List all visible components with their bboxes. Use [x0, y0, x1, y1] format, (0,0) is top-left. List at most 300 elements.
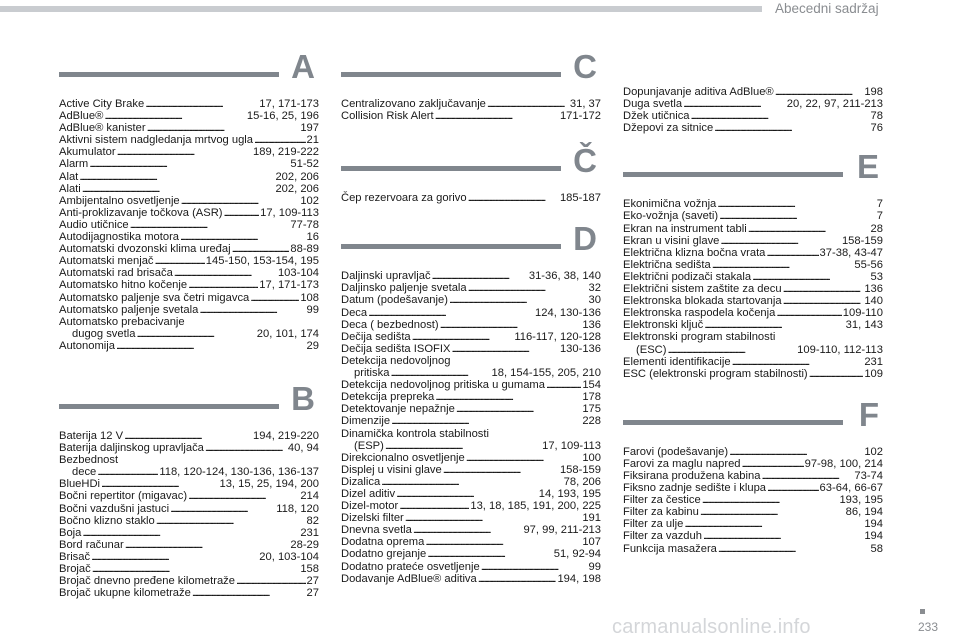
entry-term: Automatsko paljenje svetala: [59, 303, 199, 316]
index-section: [341, 48, 601, 123]
section-rule: [59, 72, 279, 77]
index-entry: [623, 518, 883, 530]
index-entry: [59, 243, 319, 255]
index-entry: Detekcija nedovoljnog: [341, 354, 451, 367]
entry-term: Električni sistem zaštite za decu: [623, 283, 782, 296]
entry-pages: 102: [864, 445, 883, 458]
dot-leader: [478, 573, 557, 585]
entry-term: (ESP): [354, 439, 384, 452]
dot-leader: [440, 319, 582, 331]
entry-pages: 97, 99, 211-213: [523, 524, 601, 537]
dot-leader: [89, 158, 289, 170]
index-entry: [59, 515, 319, 527]
index-section: [623, 148, 883, 380]
index-entry: Bezbednost: [59, 454, 119, 467]
index-entry: [623, 223, 883, 235]
index-section: [59, 48, 319, 352]
dot-leader: [432, 270, 528, 282]
entry-pages: 154: [582, 379, 601, 392]
index-entry: [623, 198, 883, 210]
dot-leader: [147, 122, 300, 134]
entry-term: Active City Brake: [59, 98, 145, 110]
entry-pages: 194, 198: [557, 572, 601, 585]
index-entry: [59, 255, 319, 267]
dot-leader: [224, 207, 260, 219]
dot-leader: [368, 307, 534, 319]
entry-term: Baterija daljinskog upravljača: [59, 442, 204, 455]
entry-term: Džek utičnica: [623, 110, 690, 123]
entry-term: (ESC): [636, 343, 667, 356]
entry-pages: 116-117, 120-128: [514, 330, 601, 343]
entry-pages: 130-136: [559, 342, 601, 355]
dot-leader: [232, 243, 290, 255]
index-entry: [623, 356, 883, 368]
entry-term: Ekran na instrument tabli: [623, 222, 747, 235]
entry-pages: 58: [870, 542, 883, 555]
section-header: [59, 379, 319, 424]
index-entry: [341, 512, 601, 524]
section-header: [59, 48, 319, 92]
entry-term: Elementi identifikacije: [623, 355, 731, 368]
entry-pages: 171-172: [559, 110, 601, 123]
index-entry: [623, 247, 883, 259]
dot-leader: [390, 367, 490, 379]
entry-term: Boja: [59, 526, 82, 539]
entry-pages: 108: [300, 291, 319, 304]
dot-leader: [481, 561, 588, 573]
index-entry: [623, 494, 883, 506]
dot-leader: [466, 452, 582, 464]
index-entry: [59, 430, 319, 442]
index-entry: [59, 587, 319, 599]
entry-pages: 32: [588, 282, 601, 295]
index-entry: [341, 98, 601, 110]
dot-leader: [425, 536, 581, 548]
index-section: [623, 86, 883, 134]
index-section: [341, 142, 601, 205]
index-entry: Dinamička kontrola stabilnosti: [341, 427, 489, 440]
entry-term: Elektronski ključ: [623, 319, 704, 332]
entry-pages: 17, 109-113: [542, 439, 601, 452]
dot-leader: [761, 470, 853, 482]
index-entry: [59, 466, 319, 478]
entry-term: Filter za čestice: [623, 494, 701, 507]
dot-leader: [809, 368, 864, 380]
dot-leader: [101, 478, 218, 490]
entry-list: [623, 86, 883, 134]
section-letter: F: [858, 395, 879, 433]
index-entry: [59, 503, 319, 515]
index-entry: Elektronski program stabilnosti: [623, 331, 776, 344]
entry-pages: 194, 219-220: [253, 429, 319, 442]
index-entry: [59, 158, 319, 170]
entry-pages: 178: [582, 391, 601, 404]
entry-pages: 78, 206: [563, 475, 601, 488]
entry-term: Direkcionalno osvetljenje: [341, 451, 465, 464]
dot-leader: [443, 464, 559, 476]
entry-pages: 51-52: [290, 158, 319, 171]
entry-list: [59, 98, 319, 352]
index-entry: [341, 319, 601, 331]
entry-term: Dodatno grejanje: [341, 548, 427, 561]
entry-pages: 31-36, 38, 140: [528, 270, 601, 283]
index-entry: [623, 344, 883, 356]
index-entry: [341, 282, 601, 294]
entry-term: Dizalica: [341, 475, 381, 488]
entry-pages: 28-29: [290, 538, 319, 551]
entry-term: Bočni repertitor (migavac): [59, 490, 188, 503]
entry-pages: 189, 219-222: [253, 146, 319, 159]
dot-leader: [712, 259, 854, 271]
entry-pages: 109: [864, 367, 883, 380]
section-letter: D: [573, 220, 597, 258]
entry-term: Deca ( bezbednost): [341, 318, 439, 331]
entry-term: Brojač: [59, 563, 91, 575]
entry-term: AdBlue® kanister: [59, 122, 146, 135]
dot-leader: [413, 524, 523, 536]
entry-pages: 88-89: [290, 243, 319, 256]
index-column-3: [623, 86, 883, 565]
entry-term: Dečija sedišta: [341, 330, 411, 343]
dot-leader: [775, 86, 864, 98]
entry-term: Brojač dnevno pređene kilometraže: [59, 575, 235, 588]
entry-term: Baterija 12 V: [59, 429, 124, 442]
entry-pages: 231: [300, 526, 319, 539]
entry-term: Bočni vazdušni jastuci: [59, 502, 170, 515]
header-bar: [0, 6, 762, 12]
entry-term: Collision Risk Alert: [341, 110, 434, 123]
entry-term: Filter za ulje: [623, 518, 684, 531]
entry-term: Detekcija nedovoljnog pritiska u gumama: [341, 379, 545, 392]
entry-term: Daljinski upravljač: [341, 270, 431, 283]
entry-term: dece: [72, 466, 97, 479]
index-section: [341, 220, 601, 585]
index-entry: [341, 379, 601, 391]
entry-list: [623, 198, 883, 379]
entry-term: Dopunjavanje aditiva AdBlue®: [623, 86, 774, 98]
entry-pages: 63-64, 66-67: [819, 482, 883, 495]
dot-leader: [451, 343, 559, 355]
section-letter: B: [291, 379, 315, 417]
index-entry: [623, 458, 883, 470]
index-entry: [59, 563, 319, 575]
entry-pages: 194: [864, 518, 883, 531]
index-section: [623, 395, 883, 555]
index-entry: [341, 476, 601, 488]
index-entry: [341, 367, 601, 379]
index-entry: [59, 551, 319, 563]
dot-leader: [399, 500, 469, 512]
entry-term: Ambijentalno osvetljenje: [59, 194, 180, 207]
index-entry: [623, 368, 883, 380]
entry-list: [341, 270, 601, 584]
entry-term: Centralizovano zaključavanje: [341, 98, 486, 110]
index-entry: [623, 210, 883, 222]
entry-term: Detektovanje nepažnje: [341, 403, 455, 416]
entry-term: Detekcija prepreka: [341, 391, 435, 404]
entry-pages: 55-56: [854, 258, 883, 271]
entry-pages: 99: [306, 303, 319, 316]
dot-leader: [702, 494, 839, 506]
entry-term: Farovi za maglu napred: [623, 457, 741, 470]
entry-pages: 158-159: [841, 234, 883, 247]
entry-pages: 191: [582, 512, 601, 525]
dot-leader: [180, 231, 306, 243]
entry-term: Fiksno zadnje sedište i klupa: [623, 482, 767, 495]
index-entry: [59, 231, 319, 243]
entry-term: Dnevna svetla: [341, 524, 412, 537]
entry-pages: 99: [588, 560, 601, 573]
entry-term: Brojač ukupne kilometraže: [59, 587, 191, 600]
index-entry: [59, 292, 319, 304]
index-entry: [341, 391, 601, 403]
index-entry: [341, 307, 601, 319]
entry-pages: 51, 92-94: [553, 548, 601, 561]
dot-leader: [181, 195, 300, 207]
index-entry: [623, 319, 883, 331]
section-rule: [59, 404, 279, 409]
entry-pages: 214: [300, 490, 319, 503]
dot-leader: [468, 282, 588, 294]
entry-list: [623, 446, 883, 555]
index-entry: [623, 506, 883, 518]
entry-pages: 40, 94: [287, 442, 319, 455]
index-entry: [623, 259, 883, 271]
index-entry: [623, 122, 883, 134]
entry-term: Akumulator: [59, 146, 116, 159]
entry-pages: 231: [864, 355, 883, 368]
dot-leader: [684, 518, 863, 530]
index-entry: [59, 539, 319, 551]
entry-pages: 17, 171-173: [259, 98, 319, 110]
entry-term: Duga svetla: [623, 98, 683, 111]
dot-leader: [104, 110, 246, 122]
index-entry: [623, 530, 883, 542]
entry-term: Datum (podešavanje): [341, 294, 448, 307]
entry-term: Automatski dvozonski klima uređaj: [59, 243, 231, 256]
index-entry: [59, 340, 319, 352]
entry-pages: 107: [582, 536, 601, 549]
entry-term: Deca: [341, 306, 368, 319]
index-entry: [59, 267, 319, 279]
entry-pages: 102: [300, 194, 319, 207]
entry-pages: 27: [306, 575, 319, 588]
entry-pages: 103-104: [277, 267, 319, 280]
entry-pages: 27: [306, 587, 319, 600]
entry-term: Čep rezervoara za gorivo: [341, 192, 467, 205]
index-entry: [623, 307, 883, 319]
index-entry: [341, 192, 601, 204]
index-entry: [59, 478, 319, 490]
footer-dot: [920, 609, 925, 614]
dot-leader: [700, 506, 845, 518]
index-entry: [341, 464, 601, 476]
entry-pages: 13, 15, 25, 194, 200: [219, 478, 319, 491]
dot-leader: [456, 403, 582, 415]
entry-pages: 30: [588, 294, 601, 307]
section-letter: Č: [573, 142, 597, 180]
dot-leader: [405, 512, 582, 524]
index-entry: [341, 343, 601, 355]
entry-term: Dizelski filter: [341, 512, 404, 525]
entry-term: Aktivni sistem nadgledanja mrtvog ugla: [59, 134, 254, 147]
entry-pages: 175: [582, 403, 601, 416]
entry-term: Autonomija: [59, 339, 115, 352]
dot-leader: [188, 279, 258, 291]
index-entry: [623, 283, 883, 295]
section-header: [341, 48, 601, 92]
index-entry: [341, 561, 601, 573]
section-header: [623, 148, 883, 192]
entry-term: AdBlue®: [59, 110, 104, 123]
entry-term: pritiska: [354, 367, 390, 380]
index-entry: [623, 470, 883, 482]
index-entry: Automatsko prebacivanje: [59, 315, 185, 328]
dot-leader: [767, 482, 819, 494]
dot-leader: [449, 294, 588, 306]
index-entry: [59, 527, 319, 539]
entry-term: Alat: [59, 170, 79, 183]
index-entry: [59, 171, 319, 183]
index-entry: [59, 195, 319, 207]
entry-pages: 197: [300, 122, 319, 135]
index-entry: [341, 415, 601, 427]
index-entry: [341, 294, 601, 306]
entry-term: Alati: [59, 182, 81, 195]
entry-term: Električna sedišta: [623, 258, 711, 271]
entry-pages: 73-74: [854, 469, 883, 482]
index-entry: [623, 86, 883, 98]
dot-leader: [199, 304, 305, 316]
section-letter: C: [573, 48, 597, 85]
dot-leader: [155, 255, 205, 267]
index-entry: [623, 235, 883, 247]
dot-leader: [125, 539, 290, 551]
dot-leader: [130, 219, 290, 231]
index-entry: [623, 543, 883, 555]
section-letter: A: [291, 48, 315, 85]
entry-term: BlueHDi: [59, 478, 101, 491]
entry-pages: 20, 103-104: [259, 550, 319, 563]
page-number: 233: [918, 620, 939, 634]
index-entry: [59, 279, 319, 291]
dot-leader: [156, 515, 306, 527]
entry-term: Dizel-motor: [341, 500, 399, 513]
entry-pages: 136: [864, 283, 883, 296]
entry-term: Električna klizna bočna vrata: [623, 246, 766, 259]
dot-leader: [732, 356, 864, 368]
index-entry: [623, 98, 883, 110]
index-column-1: [59, 48, 319, 609]
entry-term: Farovi (podešavanje): [623, 445, 729, 458]
entry-list: [341, 192, 601, 204]
dot-leader: [91, 551, 258, 563]
dot-leader: [145, 98, 258, 110]
dot-leader: [427, 548, 553, 560]
index-column-2: [341, 48, 601, 595]
index-entry: [59, 304, 319, 316]
dot-leader: [435, 391, 581, 403]
section-rule: [341, 166, 561, 171]
entry-pages: 194: [864, 530, 883, 543]
dot-leader: [752, 271, 869, 283]
entry-term: Ekran u visini glave: [623, 234, 720, 247]
index-entry: [59, 122, 319, 134]
dot-leader: [391, 415, 581, 427]
dot-leader: [717, 198, 875, 210]
dot-leader: [385, 440, 541, 452]
index-entry: [341, 500, 601, 512]
entry-pages: 158: [300, 563, 319, 575]
entry-term: Električni podizači stakala: [623, 270, 752, 283]
dot-leader: [691, 110, 870, 122]
dot-leader: [188, 490, 299, 502]
entry-pages: 228: [582, 415, 601, 428]
entry-term: Džepovi za sitnice: [623, 122, 714, 135]
dot-leader: [720, 235, 841, 247]
section-letter: E: [856, 148, 879, 186]
index-entry: [341, 270, 601, 282]
entry-term: Dodatna oprema: [341, 536, 425, 549]
entry-pages: 100: [582, 451, 601, 464]
entry-list: [341, 98, 601, 122]
index-entry: [341, 488, 601, 500]
entry-term: Audio utičnice: [59, 218, 129, 231]
index-entry: [341, 403, 601, 415]
index-entry: [59, 183, 319, 195]
entry-pages: 109-110: [842, 307, 883, 320]
entry-pages: 193, 195: [839, 494, 883, 507]
entry-pages: 158-159: [559, 463, 601, 476]
entry-term: Filter za kabinu: [623, 506, 699, 519]
dot-leader: [729, 446, 863, 458]
entry-pages: 76: [870, 122, 883, 135]
entry-term: Filter za vazduh: [623, 530, 702, 543]
entry-pages: 37-38, 43-47: [819, 246, 883, 259]
entry-term: Brisač: [59, 550, 91, 563]
index-entry: [59, 575, 319, 587]
index-section: [59, 379, 319, 600]
entry-term: Dimenzije: [341, 415, 391, 428]
dot-leader: [124, 430, 252, 442]
entry-term: Bočno klizno staklo: [59, 514, 155, 527]
section-rule: [341, 244, 561, 249]
entry-term: Displej u visini glave: [341, 463, 442, 476]
dot-leader: [776, 307, 841, 319]
dot-leader: [254, 134, 306, 146]
section-rule: [623, 172, 843, 177]
index-entry: [59, 490, 319, 502]
dot-leader: [766, 247, 818, 259]
entry-term: Elektronska blokada startovanja: [623, 295, 782, 308]
entry-term: Dečija sedišta ISOFIX: [341, 342, 451, 355]
entry-term: Anti-proklizavanje točkova (ASR): [59, 206, 223, 219]
entry-pages: 20, 22, 97, 211-213: [786, 98, 883, 111]
index-entry: [341, 548, 601, 560]
dot-leader: [546, 379, 581, 391]
dot-leader: [82, 183, 275, 195]
index-entry: [341, 573, 601, 585]
entry-pages: 202, 206: [275, 170, 319, 183]
dot-leader: [117, 146, 252, 158]
dot-leader: [92, 563, 300, 575]
index-entry: [341, 331, 601, 343]
dot-leader: [783, 295, 864, 307]
index-entry: [59, 146, 319, 158]
section-header: [341, 220, 601, 264]
index-entry: [341, 452, 601, 464]
index-entry: [59, 442, 319, 454]
